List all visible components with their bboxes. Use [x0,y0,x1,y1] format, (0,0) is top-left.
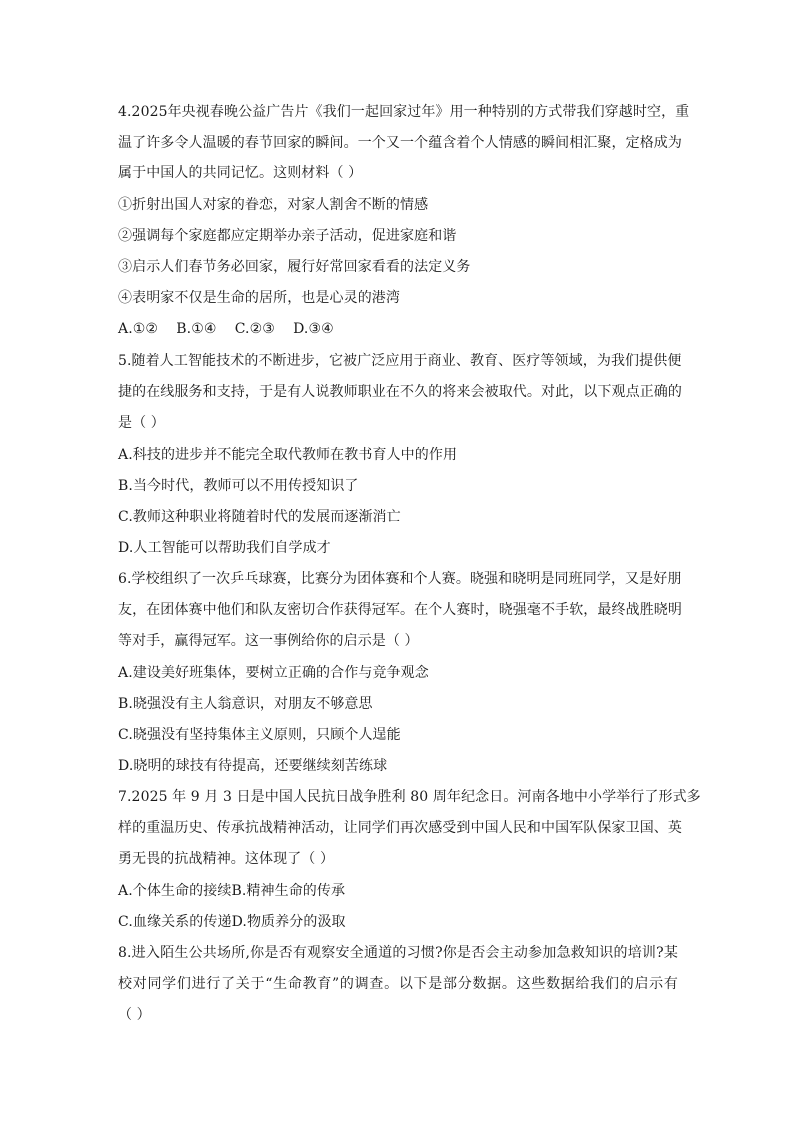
question-6-stem-line-3: 等对手，赢得冠军。这一事例给你的启示是（ ） [118,633,419,649]
question-5-stem-line-3: 是（ ） [118,415,165,431]
question-4-stem-line-3: 属于中国人的共同记忆。这则材料（ ） [118,165,363,181]
question-6-option-c: C.晓强没有坚持集体主义原则，只顾个人逞能 [118,727,401,743]
question-7-stem-line-2: 样的重温历史、传承抗战精神活动，让同学们再次感受到中国人民和中国军队保家卫国、英 [118,820,682,836]
question-7-options-cd: C.血缘关系的传递D.物质养分的汲取 [118,914,346,930]
question-7-stem-line-1: 7.2025 年 9 月 3 日是中国人民抗日战争胜利 80 周年纪念日。河南各地中小学举行了形式多 [118,789,701,805]
question-5-option-d: D.人工智能可以帮助我们自学成才 [118,540,331,556]
question-5-option-b: B.当今时代，教师可以不用传授知识了 [118,478,359,494]
question-6-option-d: D.晓明的球技有待提高，还要继续刻苦练球 [118,758,388,774]
question-4-statement-1: ①折射出国人对家的眷恋，对家人割舍不断的情感 [118,197,429,213]
question-8-stem-line-1: 8.进入陌生公共场所,你是否有观察安全通道的习惯?你是否会主动参加急救知识的培训?某 [118,945,678,961]
question-4-choices: A.①② B.①④ C.②③ D.③④ [118,321,334,337]
question-5-option-c: C.教师这种职业将随着时代的发展而逐渐消亡 [118,509,401,525]
question-5-stem-line-1: 5.随着人工智能技术的不断进步，它被广泛应用于商业、教育、医疗等领域，为我们提供便 [118,353,682,369]
question-8-stem-line-3: （ ） [118,1007,151,1023]
question-6-stem-line-2: 友，在团体赛中他们和队友密切合作获得冠军。在个人赛时，晓强毫不手软，最终战胜晓明 [118,602,682,618]
question-4-statement-4: ④表明家不仅是生命的居所，也是心灵的港湾 [118,290,400,306]
question-4-statement-2: ②强调每个家庭都应定期举办亲子活动，促进家庭和谐 [118,228,457,244]
question-6-option-b: B.晓强没有主人翁意识，对朋友不够意思 [118,696,373,712]
question-7-stem-line-3: 勇无畏的抗战精神。这体现了（ ） [118,851,335,867]
question-5-option-a: A.科技的进步并不能完全取代教师在教书育人中的作用 [118,447,458,463]
question-4-statement-3: ③启示人们春节务必回家，履行好常回家看看的法定义务 [118,259,471,275]
question-4-stem-line-1: 4.2025年央视春晚公益广告片《我们一起回家过年》用一种特别的方式带我们穿越时空，重 [118,104,690,120]
question-5-stem-line-2: 捷的在线服务和支持，于是有人说教师职业在不久的将来会被取代。对此，以下观点正确的 [118,384,682,400]
question-6-option-a: A.建设美好班集体，要树立正确的合作与竞争观念 [118,665,429,681]
question-8-stem-line-2: 校对同学们进行了关于“生命教育”的调查。以下是部分数据。这些数据给我们的启示有 [118,976,678,992]
question-6-stem-line-1: 6.学校组织了一次乒乓球赛，比赛分为团体赛和个人赛。晓强和晓明是同班同学，又是好朋 [118,571,682,587]
question-4-stem-line-2: 温了许多令人温暖的春节回家的瞬间。一个又一个蕴含着个人情感的瞬间相汇聚，定格成为 [118,135,682,151]
question-7-options-ab: A.个体生命的接续B.精神生命的传承 [118,883,346,899]
